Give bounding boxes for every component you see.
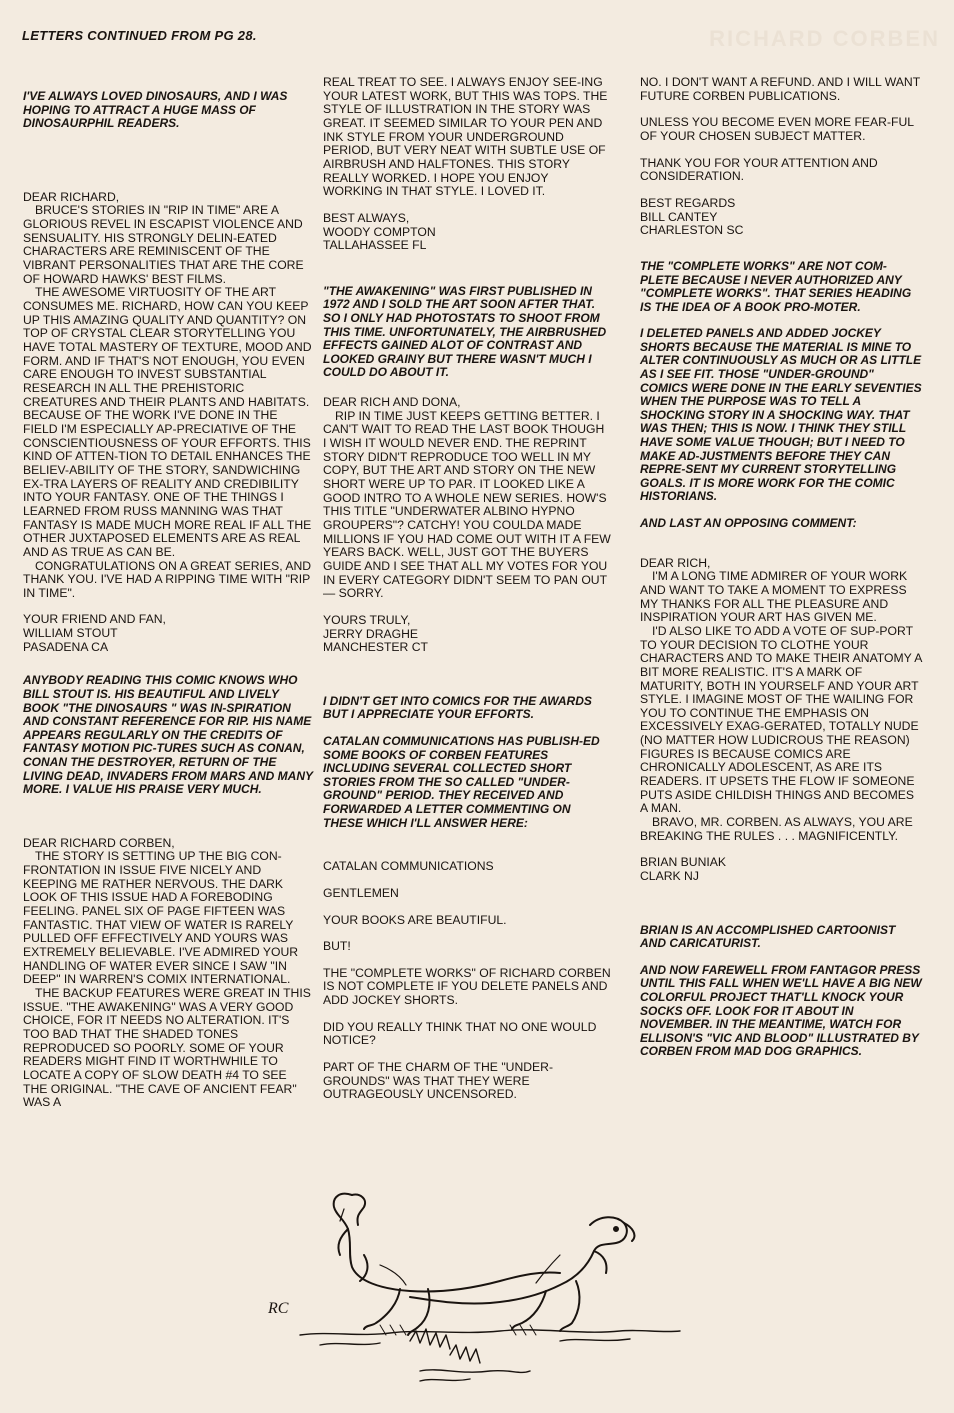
letter-author: BRIAN BUNIAK <box>640 855 727 870</box>
editor-reply: CATALAN COMMUNICATIONS HAS PUBLISH-ED SOME BOOKS OF CORBEN FEATURES INCLUDING SEVERAL COLLECTED SHORT STORIES FROM THE SO CALLED "UNDER-GROUND" PERIOD. THEY RECEIVED AND FORWARDED A LETTER COMMENTING ON THESE WHICH I'LL ANSWER HERE: <box>323 734 600 830</box>
dinosaur-illustration <box>260 1185 690 1395</box>
ground-scrub <box>300 1329 680 1381</box>
letter-paragraph: THE STORY IS SETTING UP THE BIG CON-FRONTATION IN ISSUE FIVE NICELY AND KEEPING ME RATHER NERVOUS. THE DARK LOOK OF THIS ISSUE HAD A FOREBODING FEELING. PANEL SIX OF PAGE FIFTEEN WAS FANTASTIC. THAT VIEW OF WATER IS RARELY PULLED OFF EFFECTIVELY AND YOURS WAS EXTREMELY BELIEVABLE. I'VE ADMIRED YOUR HANDLING OF WATER EVER SINCE I SAW "IN DEEP" IN WARREN'S COMIX INTERNATIONAL. <box>23 849 299 987</box>
editor-reply: AND NOW FAREWELL FROM FANTAGOR PRESS UNTIL THIS FALL WHEN WE'LL HAVE A BIG NEW COLORFUL PROJECT THAT'LL KNOCK YOUR SOCKS OFF. LOOK FOR IT ABOUT IN NOVEMBER. IN THE MEANTIME, WATCH FOR ELLISON'S "VIC AND BLOOD" ILLUSTRATED BY CORBEN FROM MAD DOG GRAPHICS. <box>640 962 922 1059</box>
editor-reply: ANYBODY READING THIS COMIC KNOWS WHO BILL STOUT IS. HIS BEAUTIFUL AND LIVELY BOOK "THE DINOSAURS " WAS IN-SPIRATION AND CONSTANT REFERENCE FOR RIP. HIS NAME APPEARS REGULARLY ON THE CREDITS OF FANTASY MOTION PIC-TURES SUCH AS CONAN, CONAN THE DESTROYER, RETURN OF THE LIVING DEAD, INVADERS FROM MARS AND MANY MORE. I VALUE HIS PRAISE VERY MUCH. <box>23 673 313 797</box>
letter-paragraph: THE "COMPLETE WORKS" OF RICHARD CORBEN IS NOT COMPLETE IF YOU DELETE PANELS AND ADD JOCKEY SHORTS. <box>323 965 611 1008</box>
letter-recipient: CATALAN COMMUNICATIONS <box>323 859 494 874</box>
letter-paragraph: PART OF THE CHARM OF THE "UNDER-GROUNDS" WAS THAT THEY WERE OUTRAGEOUSLY UNCENSORED. <box>323 1060 554 1102</box>
letter-location: PASADENA CA <box>23 639 109 654</box>
editor-reply: "THE AWAKENING" WAS FIRST PUBLISHED IN 1972 AND I SOLD THE ART SOON AFTER THAT. SO I ONLY HAD PHOTOSTATS TO SHOOT FROM THIS TIME. UNFORTUNATELY, THE AIRBRUSHED EFFECTS GAINED ALOT OF CONTRAST AND LOOKED GRAINY BUT THERE WASN'T MUCH I COULD DO ABOUT IT. <box>323 283 607 380</box>
letter-signoff: YOURS TRULY, <box>323 612 411 627</box>
letter-author: BILL CANTEY <box>640 209 718 224</box>
letter-paragraph: THE AWESOME VIRTUOSITY OF THE ART CONSUMES ME. RICHARD, HOW CAN YOU KEEP UP THIS AMAZING QUALITY AND QUANTITY? ON TOP OF CRYSTAL CLEAR STORYTELLING YOU HAVE TOTAL MASTERY OF TEXTURE, MOOD AND FORM. AND IF THAT'S NOT ENOUGH, YOU EVEN CARE ENOUGH TO INVEST SUBSTANTIAL RESEARCH IN ALL THE PREHISTORIC CREATURES AND THEIR PLANTS AND HABITATS. BECAUSE OF THE WORK I'VE DONE IN THE FIELD I'M ESPECIALLY AP-PRECIATIVE OF THE CONSCIENTIOUSNESS OF YOUR EFFORTS. THIS KIND OF ATTEN-TION TO DETAIL ENHANCES THE BELIEV-ABILITY OF THE STORY, SANDWICHING EX-TRA LAYERS OF REALITY AND CREDIBILITY INTO YOUR FANTASY. ONE OF THE THINGS I LEARNED FROM RUSS MANNING WAS THAT FANTASY IS MADE MUCH MORE REAL IF ALL THE OTHER JUXTAPOSED ELEMENTS ARE AS REAL AND AS TRUE AS CAN BE. <box>23 285 312 559</box>
letter-paragraph: THANK YOU FOR YOUR ATTENTION AND CONSIDERATION. <box>640 155 878 184</box>
letter-author: JERRY DRAGHE <box>323 626 419 641</box>
letter-salutation: DEAR RICHARD CORBEN, <box>23 835 175 850</box>
page-header: LETTERS CONTINUED FROM PG 28. <box>22 28 257 43</box>
letter-location: MANCHESTER CT <box>323 640 428 655</box>
letter-signoff: BEST REGARDS <box>640 195 736 210</box>
letter-salutation: DEAR RICHARD, <box>23 189 120 204</box>
editor-reply: AND LAST AN OPPOSING COMMENT: <box>640 516 857 530</box>
dinosaur-right <box>410 1217 634 1331</box>
shadow-hatching <box>380 1325 536 1335</box>
letter-paragraph: BRUCE'S STORIES IN "RIP IN TIME" ARE A GLORIOUS REVEL IN ESCAPIST VIOLENCE AND SENSUALITY. HIS STRONGLY DELIN-EATED CHARACTERS ARE REMINISCENT OF THE VIBRANT PERSONALITIES THAT ARE THE CORE OF HOWARD HAWKS' BEST FILMS. <box>23 203 304 286</box>
letter-paragraph: REAL TREAT TO SEE. I ALWAYS ENJOY SEE-ING YOUR LATEST WORK, BUT THIS WAS TOPS. THE STYLE OF ILLUSTRATION IN THE STORY WAS GREAT. IT SEEMED SIMILAR TO YOUR PEN AND INK STYLE FROM YOUR UNDERGROUND PERIOD, BUT VERY NEAT WITH SUBTLE USE OF AIRBRUSH AND HALFTONES. THIS STORY REALLY WORKED. I HOPE YOU ENJOY WORKING IN THAT STYLE. I LOVED IT. <box>323 75 608 199</box>
letter-paragraph: YOUR BOOKS ARE BEAUTIFUL. <box>323 912 507 927</box>
column-2 <box>323 76 611 1102</box>
letter-signoff: BEST ALWAYS, <box>323 210 410 225</box>
letter-paragraph: BRAVO, MR. CORBEN. AS ALWAYS, YOU ARE BREAKING THE RULES . . . MAGNIFICENTLY. <box>640 815 913 843</box>
dinosaur-left <box>334 1194 560 1335</box>
letter-signoff: YOUR FRIEND AND FAN, <box>23 612 166 627</box>
letter-paragraph: UNLESS YOU BECOME EVEN MORE FEAR-FUL OF YOUR CHOSEN SUBJECT MATTER. <box>640 115 914 143</box>
column-3 <box>640 76 924 1059</box>
letter-paragraph: DID YOU REALLY THINK THAT NO ONE WOULD NOTICE? <box>323 1019 597 1048</box>
column-1 <box>23 76 313 1110</box>
letter-paragraph: I'D ALSO LIKE TO ADD A VOTE OF SUP-PORT TO YOUR DECISION TO CLOTHE YOUR CHARACTERS AND TO MAKE THEIR ANATOMY A BIT MORE REALISTIC. IT'S A MARK OF MATURITY, BOTH IN YOURSELF AND YOUR ART STYLE. I IMAGINE MOST OF THE WAILING FOR YOU TO CONTINUE THE EMPHASIS ON EXCESSIVELY EXAG-GERATED, TOTALLY NUDE (NO MATTER HOW LUDICROUS THE REASON) FIGURES IS BECAUSE COMICS ARE CHRONICALLY ADOLESCENT, AS ARE ITS READERS. IT UPSETS THE FLOW IF SOMEONE PUTS ASIDE CHILDISH THINGS AND BECOMES A MAN. <box>640 623 922 816</box>
letter-paragraph: RIP IN TIME JUST KEEPS GETTING BETTER. I CAN'T WAIT TO READ THE LAST BOOK THOUGH I WISH IT WOULD NEVER END. THE REPRINT STORY DIDN'T REPRODUCE TOO WELL IN MY COPY, BUT THE ART AND STORY ON THE NEW SHORT WERE UP TO PAR. IT LOOKED LIKE A GOOD INTRO TO A WHOLE NEW SERIES. HOW'S THIS TITLE "UNDERWATER ALBINO HYPNO GROUPERS"? CATCHY! YOU COULDA MADE MILLIONS IF YOU HAD COME OUT WITH IT A FEW YEARS BACK. WELL, JUST GOT THE BUYERS GUIDE AND I SEE THAT ALL MY VOTES FOR YOU IN EVERY CATEGORY DIDN'T SEEM TO PAN OUT — SORRY. <box>323 408 611 601</box>
letter-paragraph: CONGRATULATIONS ON A GREAT SERIES, AND THANK YOU. I'VE HAD A RIPPING TIME WITH "RIP IN TIME". <box>23 558 312 600</box>
artist-signature: RC <box>268 1300 289 1317</box>
letter-location: CLARK NJ <box>640 869 699 884</box>
editor-reply: I DELETED PANELS AND ADDED JOCKEY SHORTS BECAUSE THE MATERIAL IS MINE TO ALTER CONTINUOUSLY AS MUCH OR AS LITTLE AS I SEE FIT. THOSE "UNDER-GROUND" COMICS WERE DONE IN THE EARLY SEVENTIES WHEN THE PURPOSE WAS TO TELL A SHOCKING STORY IN A SHOCKING WAY. THAT WAS THEN; THIS IS NOW. I THINK THEY STILL HAVE SOME VALUE THOUGH; BUT I NEED TO MAKE AD-JUSTMENTS BEFORE THEY CAN REPRE-SENT MY CURRENT STORYTELLING GOALS. IT IS MORE WORK FOR THE COMIC HISTORIANS. <box>640 326 922 504</box>
letter-location: CHARLESTON SC <box>640 223 744 238</box>
letter-author: WILLIAM STOUT <box>23 626 118 641</box>
letter-salutation: DEAR RICH, <box>640 555 711 570</box>
editor-reply: I DIDN'T GET INTO COMICS FOR THE AWARDS BUT I APPRECIATE YOUR EFFORTS. <box>323 693 592 722</box>
letter-salutation: DEAR RICH AND DONA, <box>323 395 461 410</box>
bleed-through-title: RICHARD CORBEN <box>709 26 940 51</box>
letter-paragraph: NO. I DON'T WANT A REFUND. AND I WILL WANT FUTURE CORBEN PUBLICATIONS. <box>640 75 920 103</box>
letter-author: WOODY COMPTON <box>323 224 436 239</box>
letter-salutation: GENTLEMEN <box>323 885 399 900</box>
letter-location: TALLAHASSEE FL <box>323 238 427 253</box>
editor-reply: THE "COMPLETE WORKS" ARE NOT COM-PLETE BECAUSE I NEVER AUTHORIZED ANY "COMPLETE WORKS". THAT SERIES HEADING IS THE IDEA OF A BOOK PRO-MOTER. <box>640 258 912 314</box>
letter-paragraph: BUT! <box>323 939 351 954</box>
letter-paragraph: THE BACKUP FEATURES WERE GREAT IN THIS ISSUE. "THE AWAKENING" WAS A VERY GOOD CHOICE, FOR IT NEEDS NO ALTERATION. IT'S TOO BAD THAT THE SHADED TONES REPRODUCED SO POORLY. SOME OF YOUR READERS MIGHT FIND IT WORTHWHILE TO LOCATE A COPY OF SLOW DEATH #4 TO SEE THE ORIGINAL. "THE CAVE OF ANCIENT FEAR" WAS A <box>23 986 311 1110</box>
editor-reply: BRIAN IS AN ACCOMPLISHED CARTOONIST AND CARICATURIST. <box>640 922 896 951</box>
letter-paragraph: I'M A LONG TIME ADMIRER OF YOUR WORK AND WANT TO TAKE A MOMENT TO EXPRESS MY THANKS FOR ALL THE PLEASURE AND INSPIRATION YOUR ART HAS GIVEN ME. <box>640 569 908 625</box>
editor-reply: I'VE ALWAYS LOVED DINOSAURS, AND I WAS HOPING TO ATTRACT A HUGE MASS OF DINOSAURPHIL READERS. <box>23 89 288 131</box>
